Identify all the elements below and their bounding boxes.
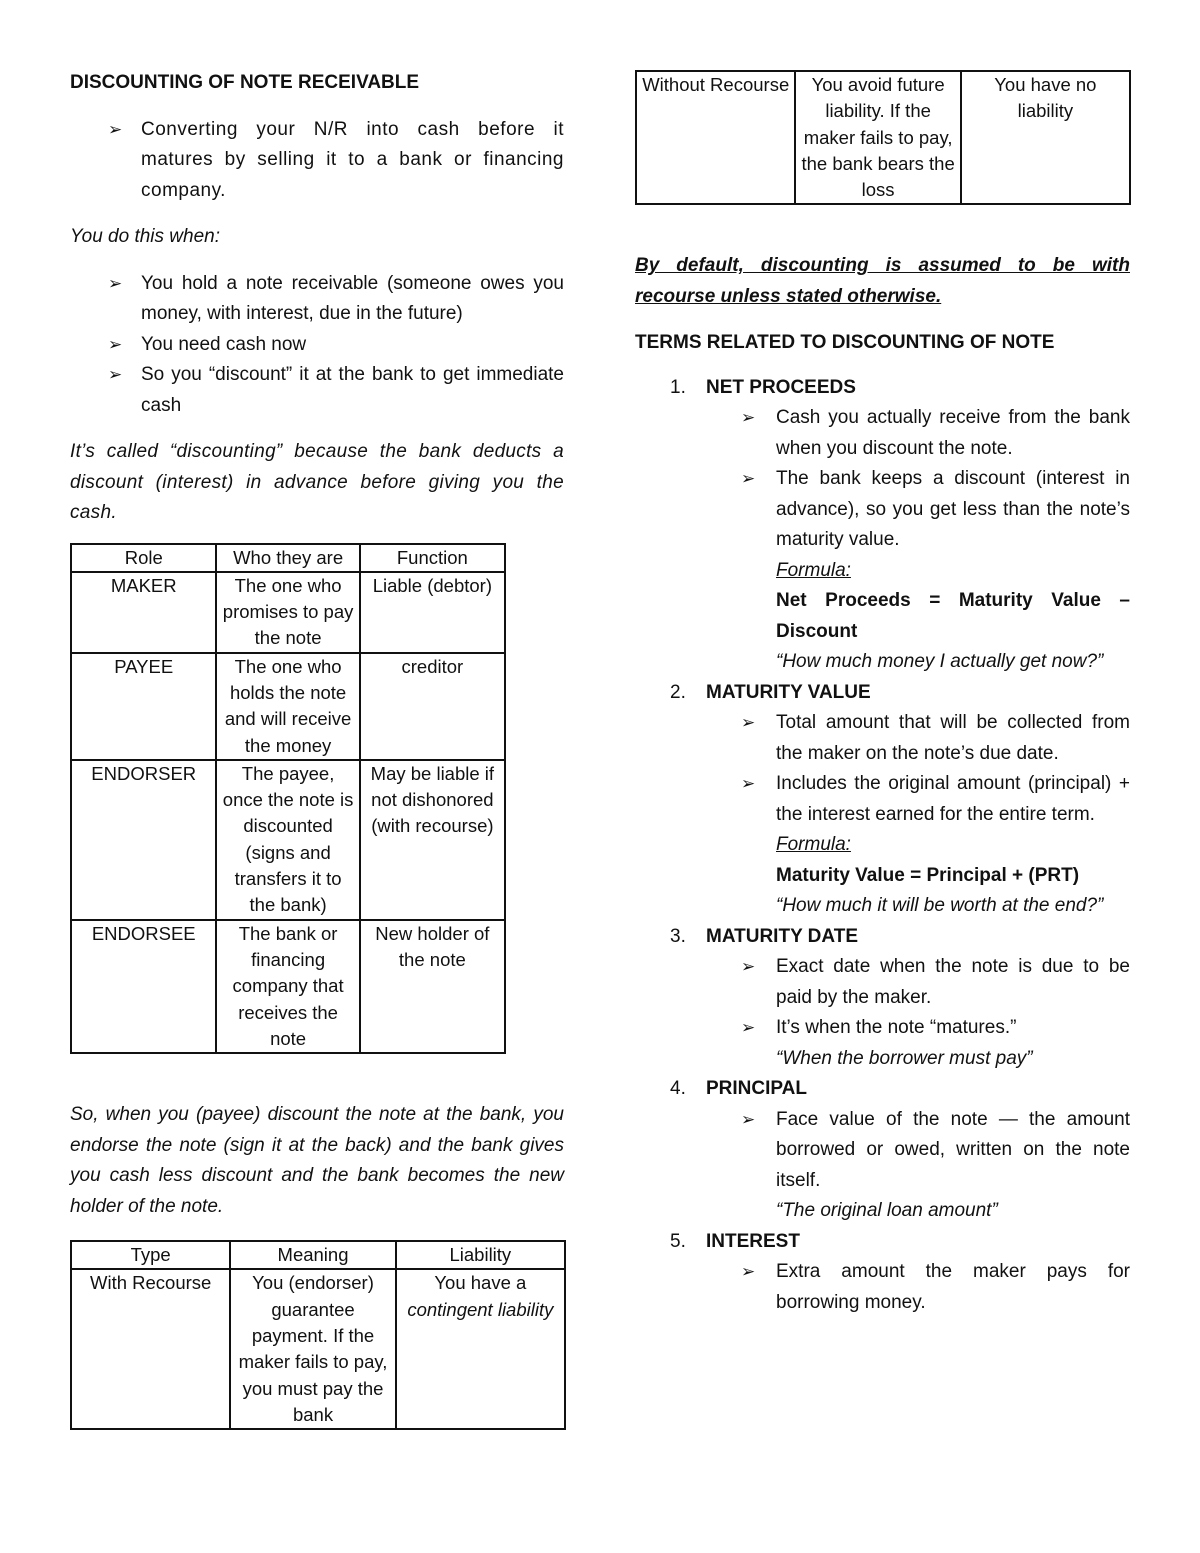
table-cell: ENDORSEE	[71, 920, 216, 1053]
recourse-table	[70, 1240, 566, 1430]
list-item: ➢ You hold a note receivable (someone owes you money, with interest, due in the future)	[70, 269, 564, 330]
interest-bullets	[635, 1257, 1130, 1318]
table-cell: PAYEE	[71, 653, 216, 760]
table-row	[71, 760, 505, 920]
table-cell: The bank or financing company that receives the note	[216, 920, 359, 1053]
arrow-bullet-icon: ➢	[108, 273, 123, 293]
term-name: MATURITY DATE	[706, 925, 858, 947]
arrow-bullet-icon: ➢	[741, 713, 756, 733]
term-quote: “How much it will be worth at the end?”	[776, 895, 1104, 917]
table-row	[71, 920, 505, 1053]
formula: Maturity Value = Principal + (PRT)	[776, 864, 1080, 886]
table-header-cell: Type	[71, 1241, 230, 1269]
table-cell: You have no liability	[961, 71, 1130, 204]
terms-list	[635, 373, 1130, 404]
principal-bullets	[635, 1105, 1130, 1197]
table-header-cell: Who they are	[216, 544, 359, 572]
formula-label: Formula:	[776, 559, 851, 581]
table-row	[636, 71, 1130, 204]
term-quote: “When the borrower must pay”	[776, 1047, 1033, 1069]
list-item: ➢ Exact date when the note is due to be paid by the maker.	[635, 952, 1130, 1013]
table-cell: With Recourse	[71, 1269, 230, 1429]
arrow-bullet-icon: ➢	[741, 469, 756, 489]
table-header-cell: Liability	[396, 1241, 565, 1269]
left-column	[70, 68, 564, 1430]
term-principal: 4. PRINCIPAL	[670, 1078, 807, 1100]
arrow-bullet-icon: ➢	[741, 1262, 756, 1282]
table-cell: The one who holds the note and will receive the money	[216, 653, 359, 760]
table-cell: ENDORSER	[71, 760, 216, 920]
recourse-table-continued	[635, 70, 1131, 205]
table-cell: The one who promises to pay the note	[216, 572, 359, 653]
list-item: ➢ It’s when the note “matures.”	[635, 1013, 1130, 1044]
term-quote: “How much money I actually get now?”	[776, 651, 1104, 673]
default-note: By default, discounting is assumed to be with recourse unless stated otherwise.	[635, 255, 1130, 307]
arrow-bullet-icon: ➢	[741, 957, 756, 977]
formula: Net Proceeds = Maturity Value – Discount	[776, 590, 1130, 642]
table-header-row	[71, 544, 505, 572]
table-cell: MAKER	[71, 572, 216, 653]
roles-table	[70, 543, 506, 1055]
term-name: PRINCIPAL	[706, 1078, 807, 1100]
terms-title: TERMS RELATED TO DISCOUNTING OF NOTE	[635, 332, 1055, 354]
terms-list	[635, 1074, 1130, 1105]
intro-list	[70, 115, 564, 207]
term-name: NET PROCEEDS	[706, 376, 856, 398]
terms-list	[635, 1227, 1130, 1258]
term-name: MATURITY VALUE	[706, 681, 871, 703]
table-cell: You (endorser) guarantee payment. If the maker fails to pay, you must pay the bank	[230, 1269, 395, 1429]
list-item: ➢ You need cash now	[70, 330, 564, 361]
arrow-bullet-icon: ➢	[108, 119, 123, 139]
when-list	[70, 269, 564, 422]
table-row	[71, 653, 505, 760]
list-item: ➢ Extra amount the maker pays for borrowing money.	[635, 1257, 1130, 1318]
maturity-date-bullets	[635, 952, 1130, 1044]
table-row	[71, 572, 505, 653]
term-maturity-date: 3. MATURITY DATE	[670, 925, 858, 947]
term-maturity-value: 2. MATURITY VALUE	[670, 681, 871, 703]
table-cell: New holder of the note	[360, 920, 505, 1053]
list-item: ➢ Face value of the note — the amount borrowed or owed, written on the note itself.	[635, 1105, 1130, 1197]
arrow-bullet-icon: ➢	[741, 1109, 756, 1129]
list-item: ➢ Includes the original amount (principal) + the interest earned for the entire term.	[635, 769, 1130, 830]
term-name: INTEREST	[706, 1230, 800, 1252]
net-proceeds-bullets	[635, 403, 1130, 556]
table-header-cell: Meaning	[230, 1241, 395, 1269]
list-item: ➢ Total amount that will be collected from the maker on the note’s due date.	[635, 708, 1130, 769]
table-cell: Without Recourse	[636, 71, 795, 204]
table-cell: creditor	[360, 653, 505, 760]
term-quote: “The original loan amount”	[776, 1200, 998, 1222]
arrow-bullet-icon: ➢	[741, 774, 756, 794]
right-column	[635, 70, 1130, 1318]
terms-list	[635, 922, 1130, 953]
table-cell: The payee, once the note is discounted (signs and transfers it to the bank)	[216, 760, 359, 920]
section-title: DISCOUNTING OF NOTE RECEIVABLE	[70, 72, 420, 93]
table-row	[71, 1269, 565, 1429]
table-cell: May be liable if not dishonored (with recourse)	[360, 760, 505, 920]
terms-list	[635, 678, 1130, 709]
maturity-value-bullets	[635, 708, 1130, 830]
table-header-cell: Function	[360, 544, 505, 572]
endorse-explanation: So, when you (payee) discount the note at the bank, you endorse the note (sign it at the back) and the bank gives you cash less discount and the bank becomes the new holder of the note.	[70, 1104, 564, 1217]
formula-label: Formula:	[776, 834, 851, 856]
list-item: ➢ Cash you actually receive from the bank when you discount the note.	[635, 403, 1130, 464]
table-cell: You have a contingent liability	[396, 1269, 565, 1429]
list-item: ➢ The bank keeps a discount (interest in advance), so you get less than the note’s maturity value.	[635, 464, 1130, 556]
list-item: ➢ Converting your N/R into cash before it matures by selling it to a bank or financing company.	[70, 115, 564, 207]
table-cell: You avoid future liability. If the maker fails to pay, the bank bears the loss	[795, 71, 960, 204]
arrow-bullet-icon: ➢	[108, 334, 123, 354]
table-header-cell: Role	[71, 544, 216, 572]
when-label: You do this when:	[70, 226, 220, 247]
discounting-explanation: It’s called “discounting” because the bank deducts a discount (interest) in advance before giving you the cash.	[70, 441, 564, 523]
arrow-bullet-icon: ➢	[741, 408, 756, 428]
arrow-bullet-icon: ➢	[741, 1018, 756, 1038]
table-header-row	[71, 1241, 565, 1269]
term-interest: 5. INTEREST	[670, 1230, 800, 1252]
arrow-bullet-icon: ➢	[108, 365, 123, 384]
list-item: ➢ So you “discount” it at the bank to get immediate cash	[70, 360, 564, 421]
term-net-proceeds: 1. NET PROCEEDS	[670, 376, 856, 398]
table-cell: Liable (debtor)	[360, 572, 505, 653]
